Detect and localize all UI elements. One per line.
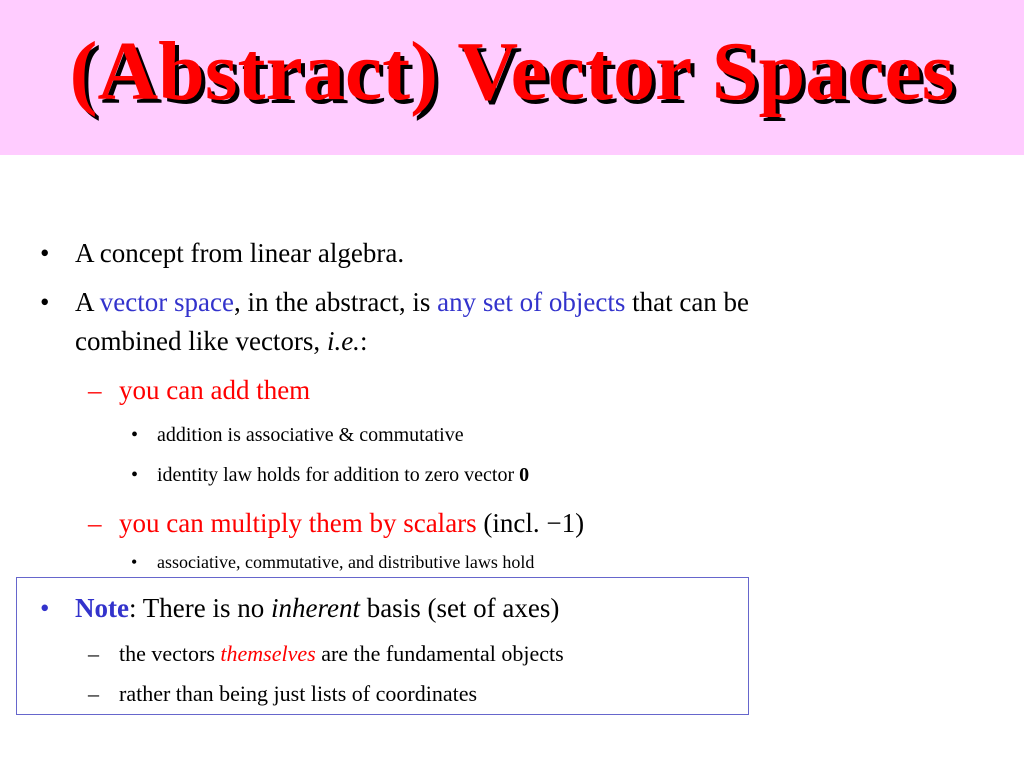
any-set-of-objects-term: any set of objects	[437, 287, 626, 317]
identity-law-text	[157, 462, 529, 488]
text-run: : There is no	[128, 593, 271, 623]
text-run: (incl. −1)	[476, 508, 585, 538]
bullet-marker: •	[131, 424, 139, 446]
laws-hold-text: associative, commutative, and distributive laws hold	[157, 552, 535, 572]
coordinates-text: rather than being just lists of coordinates	[119, 681, 478, 706]
slide-title: (Abstract) Vector Spaces	[69, 25, 955, 118]
multiply-text	[119, 506, 584, 540]
bullet-1-text: A concept from linear algebra.	[75, 238, 405, 268]
bullet-marker: •	[131, 464, 139, 486]
zero-vector-symbol: 0	[519, 464, 530, 486]
text-run: identity law holds for addition to zero vector	[157, 464, 520, 486]
themselves-term: themselves	[220, 641, 316, 666]
text-run: , in the abstract, is	[233, 287, 438, 317]
text-run: A	[75, 287, 100, 317]
themselves-text	[119, 640, 564, 668]
text-run: :	[359, 326, 368, 356]
addition-associative-text: addition is associative & commutative	[157, 424, 464, 446]
vector-space-term: vector space	[99, 287, 234, 317]
text-run: are the fundamental objects	[315, 641, 564, 666]
text-run: combined like vectors,	[75, 326, 327, 356]
dash-marker: –	[88, 508, 102, 538]
dash-marker: –	[88, 681, 99, 706]
dash-marker: –	[88, 375, 102, 405]
bullet-marker: •	[40, 238, 50, 268]
note-text	[75, 591, 559, 625]
text-run: basis (set of axes)	[359, 593, 560, 623]
ie-abbreviation: i.e.	[326, 326, 360, 356]
add-label: you can add them	[119, 375, 311, 405]
multiply-label: you can multiply them by scalars	[119, 508, 477, 538]
dash-marker: –	[88, 641, 99, 666]
bullet-2-line-2	[75, 324, 367, 358]
inherent-term: inherent	[270, 593, 360, 623]
note-label: Note	[75, 593, 129, 623]
text-run: the vectors	[119, 641, 221, 666]
text-run: that can be	[625, 287, 750, 317]
bullet-marker: •	[40, 287, 50, 317]
bullet-marker: •	[131, 552, 138, 572]
bullet-2-text	[75, 285, 749, 319]
bullet-marker: •	[40, 593, 50, 623]
